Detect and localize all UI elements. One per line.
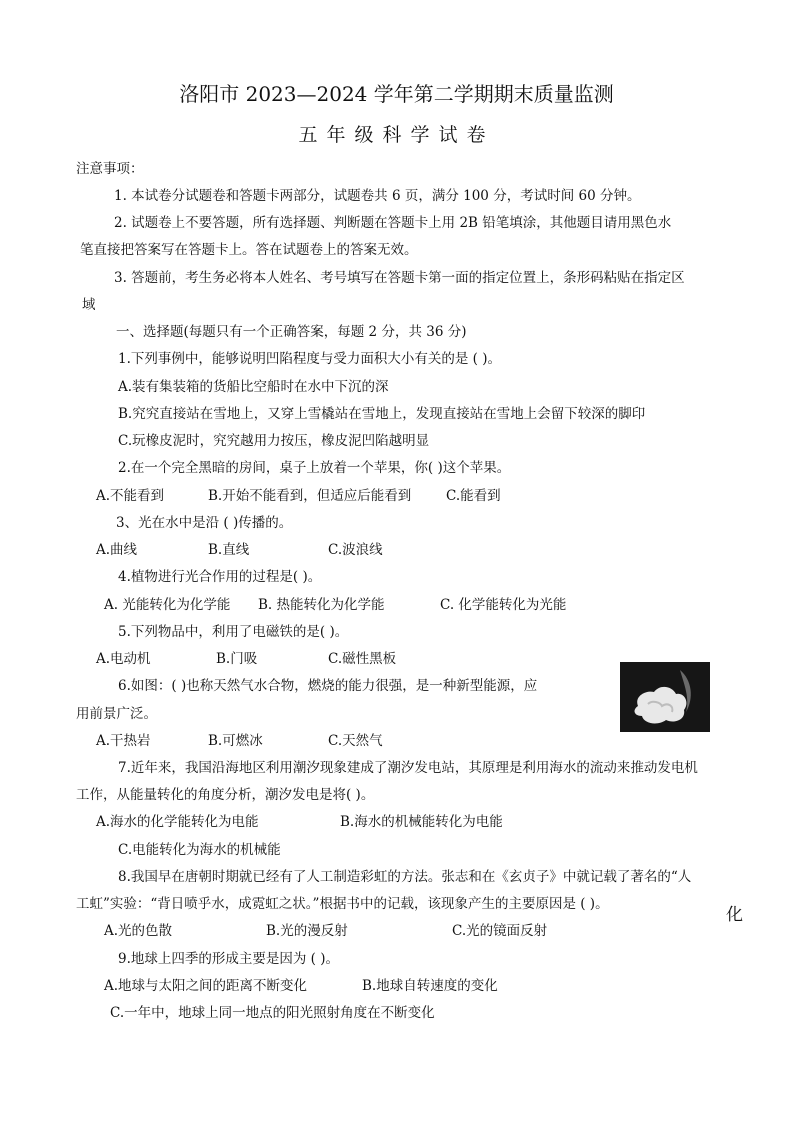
q2-option-b: B.开始不能看到，但适应后能看到 <box>208 488 412 504</box>
q5-option-c: C.磁性黑板 <box>328 651 397 667</box>
q4-option-a: A. 光能转化为化学能 <box>104 597 231 613</box>
exam-subtitle: 五年级科学试卷 <box>298 124 495 146</box>
stray-character: 化 <box>726 905 743 925</box>
question-8: 8.我国早在唐朝时期就已经有了人工制造彩虹的方法。张志和在《玄贞子》中就记载了著名的“人 <box>118 869 692 885</box>
section-heading: 一、选择题(每题只有一个正确答案，每题 2 分，共 36 分) <box>116 324 467 340</box>
question-6-cont: 用前景广泛。 <box>76 706 157 722</box>
q1-option-a: A.装有集装箱的货船比空船时在水中下沉的深 <box>118 379 389 395</box>
q4-option-b: B. 热能转化为化学能 <box>258 597 385 613</box>
question-6: 6.如图：( )也称天然气水合物，燃烧的能力很强，是一种新型能源，应 <box>118 678 538 694</box>
q7-option-a: A.海水的化学能转化为电能 <box>96 814 259 830</box>
note-2: 2. 试题卷上不要答题，所有选择题、判断题在答题卡上用 2B 铅笔填涂，其他题目请用黑色水 <box>114 215 672 231</box>
burning-ice-image <box>620 662 710 732</box>
q5-option-b: B.门吸 <box>216 651 258 667</box>
combustible-ice-photo <box>620 662 710 732</box>
q1-option-b: B.究究直接站在雪地上，又穿上雪橇站在雪地上，发现直接站在雪地上会留下较深的脚印 <box>118 406 646 422</box>
question-7: 7.近年来，我国沿海地区利用潮汐现象建成了潮汐发电站，其原理是利用海水的流动来推动发电机 <box>118 760 698 776</box>
q6-option-a: A.干热岩 <box>96 733 151 749</box>
q3-option-c: C.波浪线 <box>328 542 383 558</box>
q6-option-c: C.天然气 <box>328 733 383 749</box>
q8-option-b: B.光的漫反射 <box>266 923 348 939</box>
q8-option-c: C.光的镜面反射 <box>452 923 548 939</box>
exam-title: 洛阳市 2023—2024 学年第二学期期末质量监测 <box>179 82 614 106</box>
q7-option-b: B.海水的机械能转化为电能 <box>340 814 503 830</box>
q4-option-c: C. 化学能转化为光能 <box>440 597 567 613</box>
q2-option-c: C.能看到 <box>446 488 501 504</box>
notes-heading: 注意事项： <box>76 161 144 177</box>
question-5: 5.下列物品中，利用了电磁铁的是( )。 <box>118 624 349 640</box>
q2-option-a: A.不能看到 <box>96 488 165 504</box>
question-7-cont: 工作，从能量转化的角度分析，潮汐发电是将( )。 <box>76 787 375 803</box>
question-1: 1.下列事例中，能够说明凹陷程度与受力面积大小有关的是 ( )。 <box>118 351 501 367</box>
q9-option-a: A.地球与太阳之间的距离不断变化 <box>104 978 308 994</box>
question-8-cont: 工虹”实验：“背日喷乎水，成霓虹之状。”根据书中的记载，该现象产生的主要原因是 ( )。 <box>76 896 609 912</box>
note-3: 3. 答题前，考生务必将本人姓名、考号填写在答题卡第一面的指定位置上，条形码粘贴在指定区 <box>114 270 685 286</box>
q8-option-a: A.光的色散 <box>104 923 173 939</box>
note-1: 1. 本试卷分试题卷和答题卡两部分，试题卷共 6 页，满分 100 分，考试时间 60 分钟。 <box>114 188 641 204</box>
q3-option-a: A.曲线 <box>96 542 138 558</box>
q9-option-c: C.一年中，地球上同一地点的阳光照射角度在不断变化 <box>110 1005 435 1021</box>
q1-option-c: C.玩橡皮泥时，究究越用力按压，橡皮泥凹陷越明显 <box>118 433 430 449</box>
note-2-cont: 笔直接把答案写在答题卡上。答在试题卷上的答案无效。 <box>80 242 418 258</box>
question-3: 3、光在水中是沿 ( )传播的。 <box>116 515 293 531</box>
q6-option-b: B.可燃冰 <box>208 733 263 749</box>
q3-option-b: B.直线 <box>208 542 250 558</box>
question-4: 4.植物进行光合作用的过程是( )。 <box>118 569 322 585</box>
q5-option-a: A.电动机 <box>96 651 151 667</box>
note-3-cont: 域 <box>82 297 96 313</box>
q9-option-b: B.地球自转速度的变化 <box>362 978 498 994</box>
q7-option-c: C.电能转化为海水的机械能 <box>118 842 281 858</box>
question-2: 2.在一个完全黑暗的房间，桌子上放着一个苹果，你( )这个苹果。 <box>118 460 511 476</box>
question-9: 9.地球上四季的形成主要是因为 ( )。 <box>118 951 339 967</box>
